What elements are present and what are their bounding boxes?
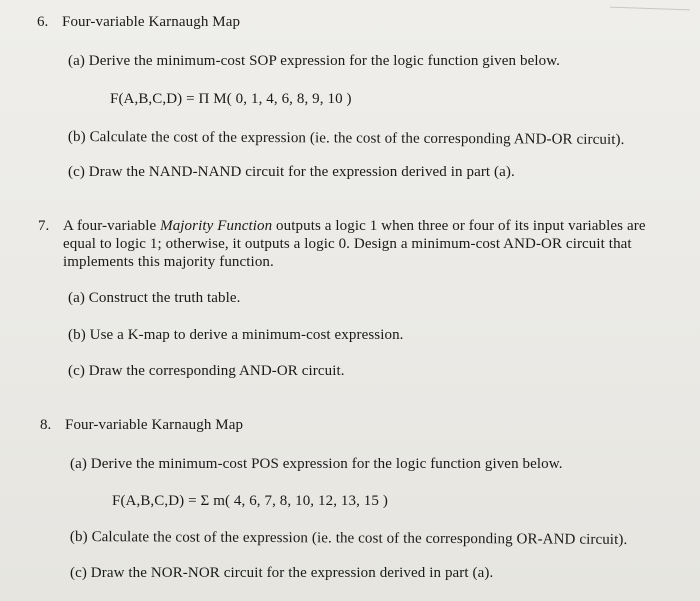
q7-intro-italic: Majority Function: [160, 218, 273, 234]
q8-part-c: (c) Draw the NOR-NOR circuit for the expression derived in part (a).: [70, 565, 494, 581]
q8-number: 8.: [40, 417, 52, 433]
q7-part-b: (b) Use a K-map to derive a minimum-cost expression.: [68, 327, 404, 343]
q7-part-a: (a) Construct the truth table.: [68, 290, 241, 306]
q6-number: 6.: [37, 14, 49, 30]
q8-part-a: (a) Derive the minimum-cost POS expression for the logic function given below.: [70, 456, 563, 472]
decorative-scratch-line: [610, 7, 690, 11]
q8-formula: F(A,B,C,D) = Σ m( 4, 6, 7, 8, 10, 12, 13, 15 ): [112, 493, 388, 509]
q7-intro-prefix: A four-variable: [63, 218, 161, 234]
q7-intro-line3: implements this majority function.: [63, 254, 274, 270]
q6-part-c: (c) Draw the NAND-NAND circuit for the expression derived in part (a).: [68, 164, 515, 180]
q6-part-b: (b) Calculate the cost of the expression (ie. the cost of the corresponding AND-OR circuit).: [67, 128, 625, 148]
q6-part-a: (a) Derive the minimum-cost SOP expression for the logic function given below.: [68, 53, 560, 69]
q7-intro-line1: [63, 217, 646, 235]
q7-intro-line2: equal to logic 1; otherwise, it outputs a logic 0. Design a minimum-cost AND-OR circuit that: [63, 236, 632, 252]
q7-number: 7.: [38, 218, 50, 234]
q6-title: Four-variable Karnaugh Map: [62, 14, 241, 30]
q6-formula: F(A,B,C,D) = Π M( 0, 1, 4, 6, 8, 9, 10 ): [110, 91, 352, 107]
q8-part-b: (b) Calculate the cost of the expression (ie. the cost of the corresponding OR-AND circuit).: [69, 529, 628, 548]
q8-title: Four-variable Karnaugh Map: [65, 417, 244, 433]
q7-part-c: (c) Draw the corresponding AND-OR circuit.: [68, 363, 345, 379]
q7-intro-suffix: outputs a logic 1 when three or four of its input variables are: [272, 218, 646, 234]
